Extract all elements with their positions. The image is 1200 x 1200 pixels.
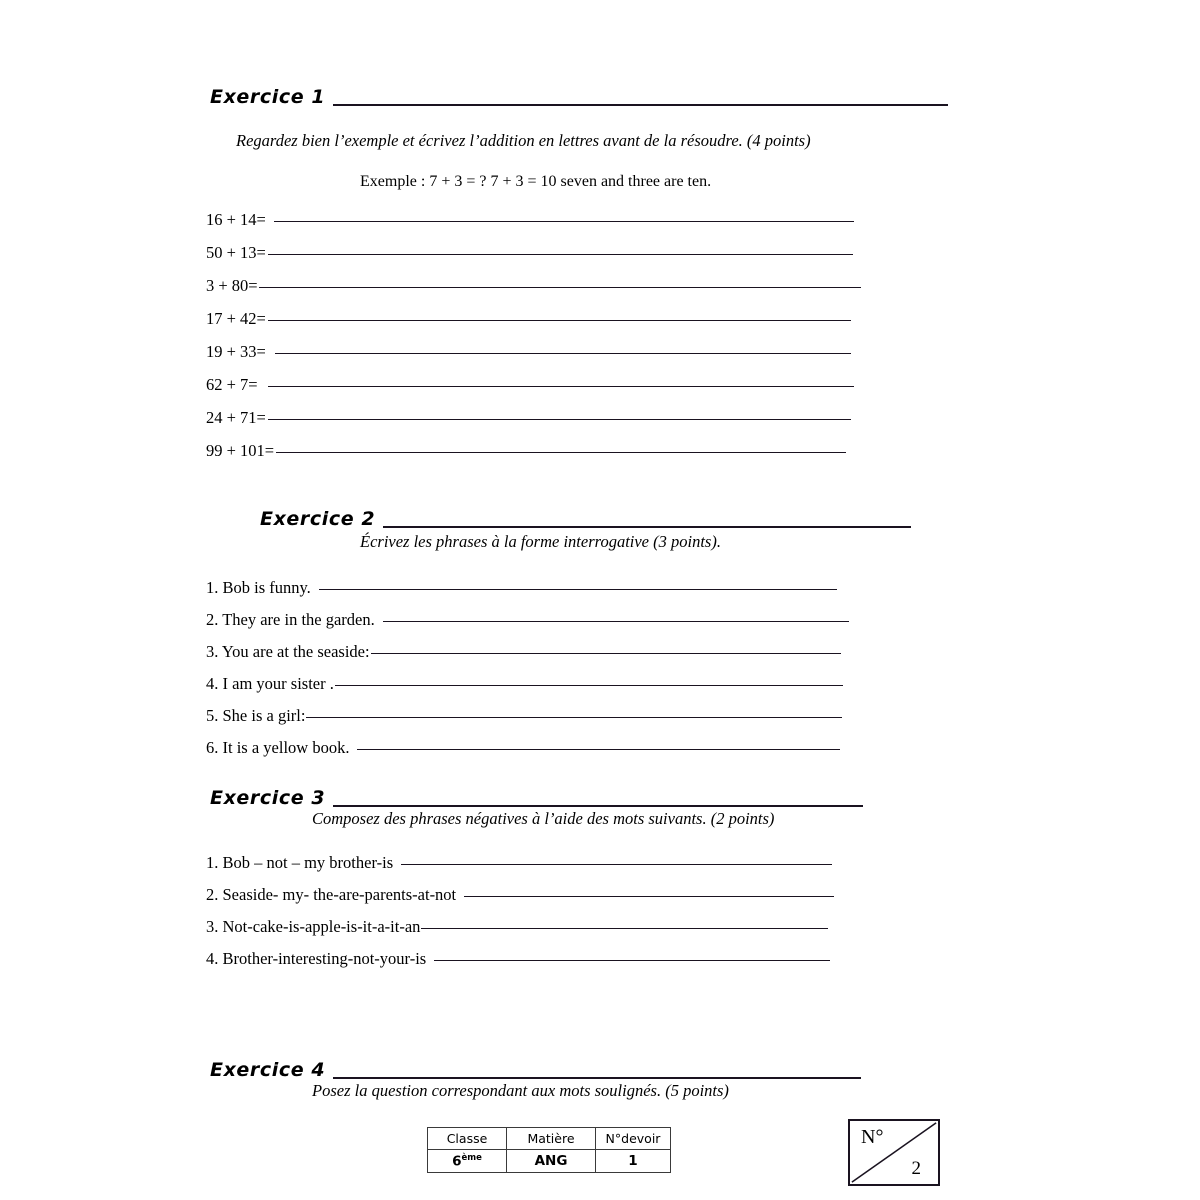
page-number: 2 xyxy=(911,1158,921,1179)
value-devoir: 1 xyxy=(596,1150,671,1173)
page-number-box xyxy=(848,1119,940,1186)
exercise-2-rule xyxy=(383,526,911,528)
exercise-2-title: Exercice 2 xyxy=(260,508,376,530)
exercise-3-rule xyxy=(333,805,863,807)
answer-line[interactable] xyxy=(275,353,851,354)
addition-prompt: 24 + 71= xyxy=(206,408,266,427)
exercise-1-heading xyxy=(210,88,948,109)
answer-line[interactable] xyxy=(259,287,861,288)
interrogative-prompt: 6. It is a yellow book. xyxy=(206,738,350,757)
addition-row xyxy=(206,276,861,296)
answer-line[interactable] xyxy=(371,653,841,654)
answer-line[interactable] xyxy=(421,928,828,929)
table-value-row xyxy=(428,1150,671,1173)
answer-line[interactable] xyxy=(335,685,843,686)
answer-line[interactable] xyxy=(268,419,851,420)
addition-row xyxy=(206,243,853,263)
negative-prompt: 1. Bob – not – my brother-is xyxy=(206,853,394,872)
answer-line[interactable] xyxy=(357,749,840,750)
negative-row xyxy=(206,853,832,873)
exercise-3-instruction: Composez des phrases négatives à l’aide des mots suivants. (2 points) xyxy=(312,809,775,828)
exercise-1-title: Exercice 1 xyxy=(210,86,326,108)
exercise-1-instruction: Regardez bien l’exemple et écrivez l’addition en lettres avant de la résoudre. (4 points) xyxy=(236,131,811,150)
value-matiere: ANG xyxy=(507,1150,596,1173)
classe-suffix: ème xyxy=(461,1152,482,1163)
interrogative-row xyxy=(206,578,837,598)
interrogative-prompt: 2. They are in the garden. xyxy=(206,610,375,629)
answer-line[interactable] xyxy=(268,386,854,387)
addition-prompt: 3 + 80= xyxy=(206,276,258,295)
addition-row xyxy=(206,441,846,461)
negative-prompt: 4. Brother-interesting-not-your-is xyxy=(206,949,427,968)
table-header-row xyxy=(428,1128,671,1150)
addition-row xyxy=(206,210,854,230)
addition-prompt: 19 + 33= xyxy=(206,342,266,361)
exercise-3-heading xyxy=(210,789,863,810)
addition-row xyxy=(206,375,854,395)
value-classe xyxy=(428,1150,507,1173)
negative-row xyxy=(206,949,830,969)
answer-line[interactable] xyxy=(383,621,849,622)
addition-prompt: 50 + 13= xyxy=(206,243,266,262)
header-matiere: Matière xyxy=(507,1128,596,1150)
negative-prompt: 2. Seaside- my- the-are-parents-at-not xyxy=(206,885,457,904)
addition-row xyxy=(206,342,851,362)
exercise-4-rule xyxy=(333,1077,861,1079)
interrogative-row xyxy=(206,642,841,662)
interrogative-row xyxy=(206,674,843,694)
interrogative-prompt: 1. Bob is funny. xyxy=(206,578,311,597)
exercise-4-heading xyxy=(210,1061,861,1082)
addition-prompt: 17 + 42= xyxy=(206,309,266,328)
classe-number: 6 xyxy=(452,1153,462,1170)
interrogative-row xyxy=(206,706,842,726)
interrogative-prompt: 4. I am your sister . xyxy=(206,674,334,693)
answer-line[interactable] xyxy=(268,320,851,321)
interrogative-prompt: 3. You are at the seaside: xyxy=(206,642,370,661)
identification-table xyxy=(427,1127,671,1173)
exercise-1-example: Exemple : 7 + 3 = ? 7 + 3 = 10 seven and three are ten. xyxy=(360,173,712,190)
interrogative-prompt: 5. She is a girl: xyxy=(206,706,306,725)
negative-prompt: 3. Not-cake-is-apple-is-it-a-it-an xyxy=(206,917,421,936)
answer-line[interactable] xyxy=(319,589,837,590)
header-classe: Classe xyxy=(428,1128,507,1150)
answer-line[interactable] xyxy=(274,221,854,222)
answer-line[interactable] xyxy=(306,717,842,718)
negative-row xyxy=(206,917,828,937)
header-devoir: N°devoir xyxy=(596,1128,671,1150)
page-box-label: N° xyxy=(861,1126,884,1148)
negative-row xyxy=(206,885,834,905)
addition-prompt: 62 + 7= xyxy=(206,375,258,394)
addition-row xyxy=(206,408,851,428)
answer-line[interactable] xyxy=(434,960,830,961)
addition-prompt: 16 + 14= xyxy=(206,210,266,229)
exercise-4-title: Exercice 4 xyxy=(210,1059,326,1081)
answer-line[interactable] xyxy=(268,254,853,255)
addition-prompt: 99 + 101= xyxy=(206,441,275,460)
addition-row xyxy=(206,309,851,329)
answer-line[interactable] xyxy=(401,864,832,865)
answer-line[interactable] xyxy=(464,896,834,897)
exercise-4-instruction: Posez la question correspondant aux mots soulignés. (5 points) xyxy=(312,1081,729,1100)
answer-line[interactable] xyxy=(276,452,846,453)
exercise-3-title: Exercice 3 xyxy=(210,787,326,809)
exercise-1-rule xyxy=(333,104,948,106)
interrogative-row xyxy=(206,738,840,758)
exercise-2-instruction: Écrivez les phrases à la forme interrogative (3 points). xyxy=(360,532,721,551)
exercise-2-heading xyxy=(260,510,911,531)
interrogative-row xyxy=(206,610,849,630)
